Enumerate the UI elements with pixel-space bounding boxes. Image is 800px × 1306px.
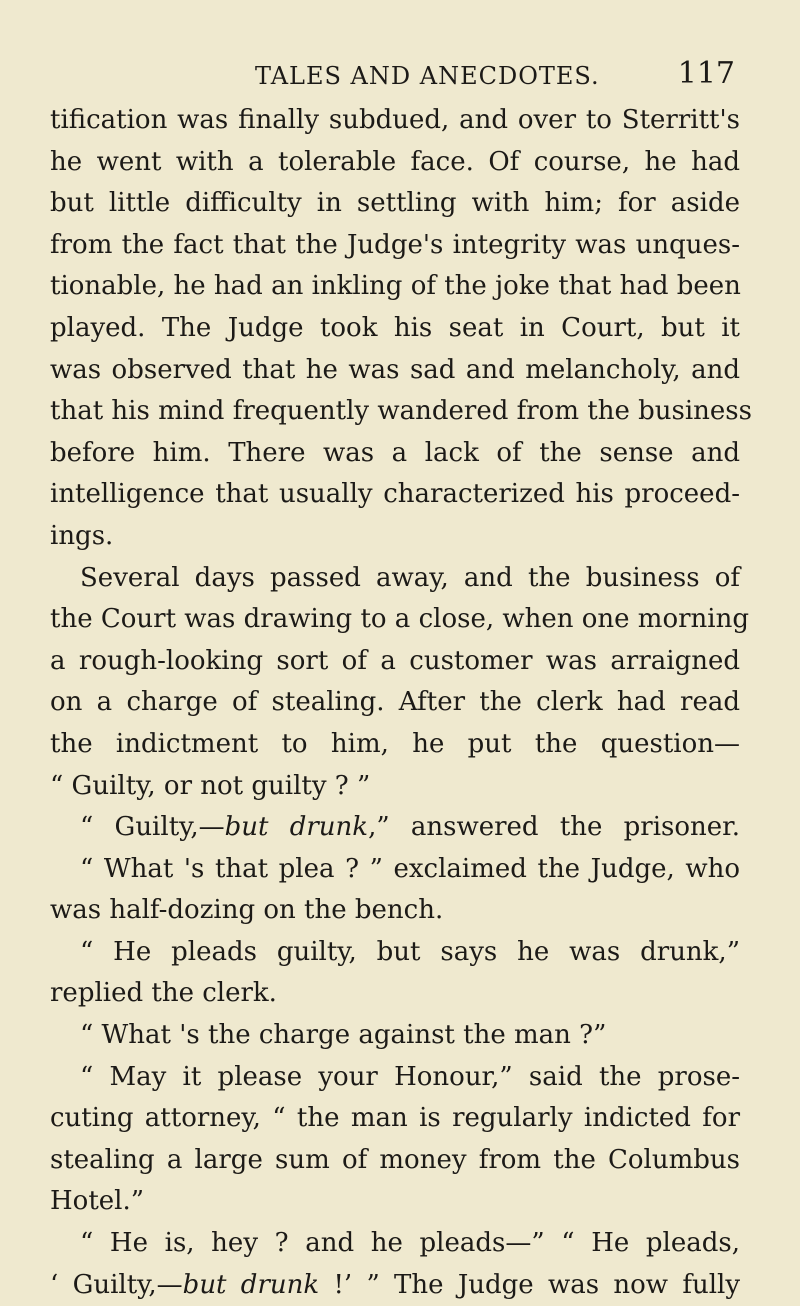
- text-line-16: the indictment to him, he put the question—: [50, 728, 740, 759]
- text-line-17: “ Guilty, or not guilty ? ”: [50, 770, 371, 801]
- text-line-2: he went with a tolerable face. Of course, he had: [50, 146, 740, 177]
- text-line-25: cuting attorney, “ the man is regularly indicted for: [50, 1103, 740, 1134]
- text-line-21: “ He pleads guilty, but says he was drunk,”: [80, 936, 740, 967]
- running-head: [255, 56, 735, 96]
- text-line-5: tionable, he had an inkling of the joke that had been: [50, 271, 741, 302]
- text-line-6: played. The Judge took his seat in Court, but it: [50, 312, 740, 343]
- text-line-11: ings.: [50, 520, 114, 551]
- text-line-28: “ He is, hey ? and he pleads—” “ He pleads,: [80, 1228, 740, 1259]
- body-text: [50, 100, 752, 1306]
- text-line-1: tification was finally subdued, and over to Sterritt's: [50, 105, 740, 135]
- text-line-9: before him. There was a lack of the sense and: [50, 437, 740, 468]
- text-line-27: Hotel.”: [50, 1186, 145, 1217]
- text-line-14: a rough-looking sort of a customer was arraigned: [50, 645, 740, 676]
- text-line-4: from the fact that the Judge's integrity was unques-: [50, 229, 740, 260]
- emphasis-but-drunk: but drunk: [224, 812, 369, 843]
- text-line-13: the Court was drawing to a close, when one morning: [50, 604, 749, 635]
- text-line-19: “ What 's that plea ? ” exclaimed the Judge, who: [80, 853, 740, 884]
- text-line-20: was half-dozing on the bench.: [50, 895, 444, 926]
- text-line-3: but little difficulty in settling with him; for aside: [50, 188, 740, 219]
- text-line-12: Several days passed away, and the business of: [80, 562, 740, 593]
- page-number: 117: [677, 56, 735, 91]
- text-line-10: intelligence that usually characterized his proceed-: [50, 479, 740, 510]
- text-line-23: “ What 's the charge against the man ?”: [80, 1020, 607, 1051]
- text-line-18: “ Guilty,—but drunk,” answered the prisoner.: [80, 812, 740, 843]
- emphasis-but-drunk: but drunk: [182, 1269, 320, 1300]
- text-line-15: on a charge of stealing. After the clerk had read: [50, 687, 740, 718]
- running-title: TALES AND ANECDOTES.: [255, 62, 600, 90]
- text-line-8: that his mind frequently wandered from the business: [50, 396, 752, 427]
- text-line-24: “ May it please your Honour,” said the prose-: [80, 1061, 740, 1092]
- text-line-29: ‘ Guilty,—but drunk !’ ” The Judge was now fully: [50, 1269, 741, 1300]
- text-line-26: stealing a large sum of money from the Columbus: [50, 1144, 740, 1175]
- text-line-22: replied the clerk.: [50, 978, 277, 1009]
- text-line-7: was observed that he was sad and melancholy, and: [50, 354, 740, 385]
